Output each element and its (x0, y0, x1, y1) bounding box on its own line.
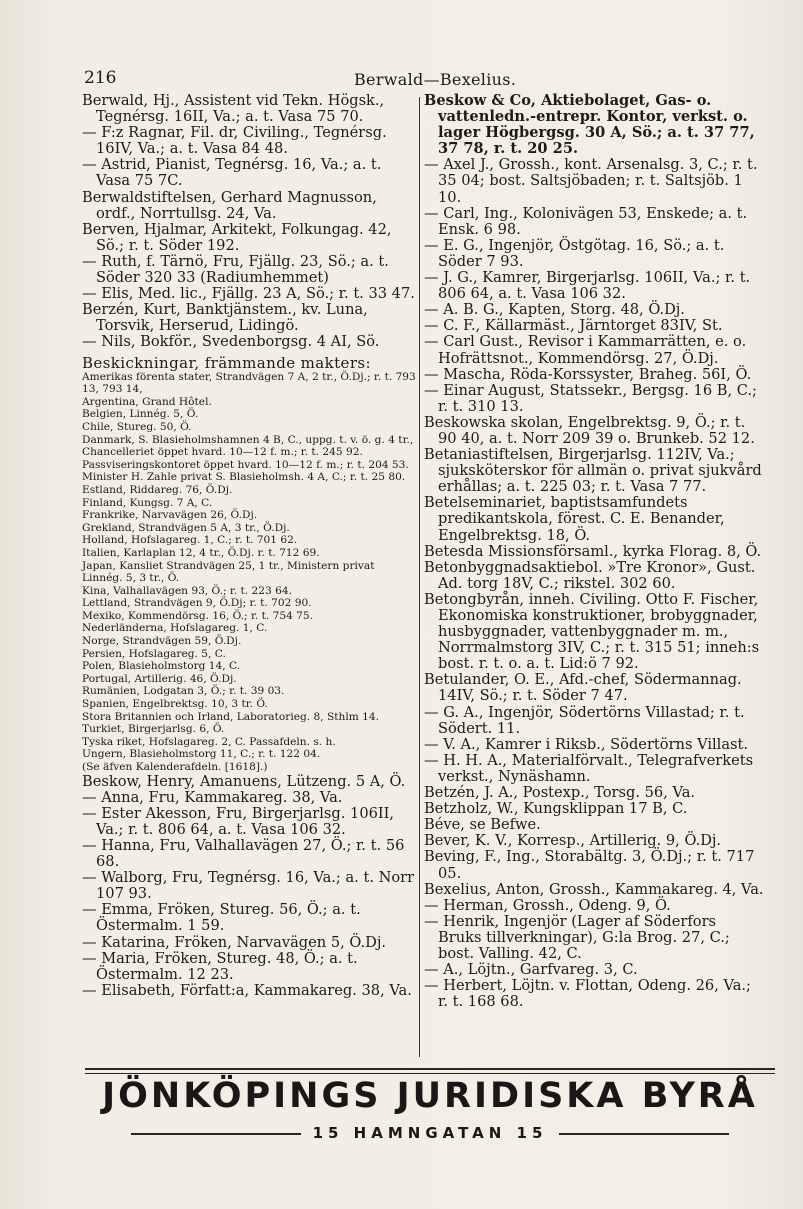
directory-entry: — H. H. A., Materialförvalt., Telegrafverkets verkst., Nynäshamn. (424, 751, 754, 785)
directory-entry: Beskow, Henry, Amanuens, Lützeng. 5 A, Ö. (82, 772, 406, 790)
directory-entry: Bexelius, Anton, Grossh., Kammakareg. 4, Va. (424, 880, 764, 898)
left-column (82, 93, 418, 999)
directory-entry: Berzén, Kurt, Banktjänstem., kv. Luna, Torsvik, Herserud, Lidingö. (82, 301, 368, 335)
directory-entry: Béve, se Befwe. (424, 816, 541, 834)
directory-entry: — Nils, Bokför., Svedenborgsg. 4 AI, Sö. (82, 333, 380, 351)
directory-entry: Ungern, Blasieholmstorg 11, C.; r. t. 122 04. (82, 748, 321, 761)
directory-entry: Turkiet, Birgerjarlsg. 6, Ö. (82, 723, 225, 736)
directory-entry: — Henrik, Ingenjör (Lager af Söderfors Bruks tillverkningar), G:la Brog. 27, C.; bost. Valling. 42, C. (424, 912, 730, 962)
directory-entry: Berven, Hjalmar, Arkitekt, Folkungag. 42, Sö.; r. t. Söder 192. (82, 220, 392, 254)
directory-entry: — Mascha, Röda-Korssyster, Braheg. 56I, Ö. (424, 365, 752, 383)
directory-entry: Betongbyrån, inneh. Civiling. Otto F. Fischer, Ekonomiska konstruktioner, brobyggnader, husbyggnader, vattenbyggnader m. m., Norrmalmstorg 3IV, C.; r. t. 315 51; inneh:s bost. r. t. o. a. t. Lid:ö 7 92. (424, 590, 760, 673)
directory-entry: Frankrike, Narvavägen 26, Ö.Dj. (82, 509, 258, 522)
directory-entry: — G. A., Ingenjör, Södertörns Villastad; r. t. Södert. 11. (424, 703, 745, 737)
directory-entry: Grekland, Strandvägen 5 A, 3 tr., Ö.Dj. (82, 521, 290, 534)
directory-entry: — Carl Gust., Revisor i Kammarrätten, e. o. Hofrättsnot., Kommendörsg. 27, Ö.Dj. (424, 333, 747, 367)
directory-entry: Japan, Kansliet Strandvägen 25, 1 tr., Ministern privat Linnég. 5, 3 tr., Ö. (82, 559, 375, 585)
directory-entry: Belgien, Linnég. 5, Ö. (82, 408, 199, 421)
directory-entry: — Hanna, Fru, Valhallavägen 27, Ö.; r. t. 56 68. (82, 836, 405, 871)
directory-entry: Nederländerna, Hofslagareg. 1, C. (82, 622, 268, 635)
directory-entry: Betzholz, W., Kungsklippan 17 B, C. (424, 800, 688, 818)
directory-entry: — Elis, Med. lic., Fjällg. 23 A, Sö.; r. t. 33 47. (82, 285, 415, 303)
directory-entry: (Se äfven Kalenderafdeln. [1618].) (82, 761, 268, 773)
directory-entry: — Elisabeth, Författ:a, Kammakareg. 38, Va. (82, 981, 412, 999)
directory-entry: — Katarina, Fröken, Narvavägen 5, Ö.Dj. (82, 933, 386, 951)
directory-entry: Tyska riket, Hofslagareg. 2, C. Passafdeln. s. h. (82, 735, 336, 748)
directory-entry: — Carl, Ing., Kolonivägen 53, Enskede; a. t. Ensk. 6 98. (424, 204, 748, 238)
directory-entry: Italien, Karlaplan 12, 4 tr., Ö.Dj. r. t. 712 69. (82, 546, 320, 559)
directory-entry: — Herman, Grossh., Odeng. 9, Ö. (424, 896, 671, 914)
directory-entry: — J. G., Kamrer, Birgerjarlsg. 106II, Va.; r. t. 806 64, a. t. Vasa 106 32. (424, 269, 751, 303)
directory-entry: — V. A., Kamrer i Riksb., Södertörns Villast. (424, 735, 749, 753)
directory-entry: — Axel J., Grossh., kont. Arsenalsg. 3, C.; r. t. 35 04; bost. Saltsjöbaden; r. t. Saltsjöb. 1 10. (424, 156, 758, 206)
directory-entry: Beving, F., Ing., Storabältg. 3, Ö.Dj.; r. t. 717 05. (424, 848, 755, 882)
directory-entry: — Anna, Fru, Kammakareg. 38, Va. (82, 788, 343, 806)
page-number: 216 (84, 68, 117, 88)
directory-entry: — A. B. G., Kapten, Storg. 48, Ö.Dj. (424, 301, 685, 319)
right-column (424, 93, 764, 1010)
directory-entry: Polen, Blasieholmstorg 14, C. (82, 660, 241, 673)
directory-entry: Beskowska skolan, Engelbrektsg. 9, Ö.; r. t. 90 40, a. t. Norr 209 39 o. Brunkeb. 52 12. (424, 413, 755, 447)
directory-entry: Spanien, Engelbrektsg. 10, 3 tr. Ö. (82, 698, 268, 711)
directory-entry: Beskow & Co, Aktiebolaget, Gas- o. vattenledn.-entrepr. Kontor, verkst. o. lager Högbergsg. 30 A, Sö.; a. t. 37 77, 37 78, r. t. 20 25. (424, 92, 755, 158)
directory-entry: — Emma, Fröken, Stureg. 56, Ö.; a. t. Östermalm. 1 59. (82, 901, 361, 935)
directory-entry: Betzén, J. A., Postexp., Torsg. 56, Va. (424, 784, 696, 802)
directory-entry: Kina, Valhallavägen 93, Ö.; r. t. 223 64. (82, 584, 292, 597)
directory-entry: Stora Britannien och Irland, Laboratorieg. 8, Sthlm 14. (82, 710, 379, 723)
directory-entry: Lettland, Strandvägen 9, Ö.Dj; r. t. 702 90. (82, 597, 312, 610)
directory-entry: Betulander, O. E., Afd.-chef, Södermannag. 14IV, Sö.; r. t. Söder 7 47. (424, 671, 742, 705)
directory-entry: — A., Löjtn., Garfvareg. 3, C. (424, 961, 638, 979)
directory-entry: Chile, Stureg. 50, Ö. (82, 420, 192, 433)
directory-entry: Betesda Missionsförsaml., kyrka Florag. 8, Ö. (424, 542, 762, 560)
running-head: Berwald—Bexelius. (354, 70, 517, 89)
directory-entry: — F:z Ragnar, Fil. dr, Civiling., Tegnérsg. 16IV, Va.; a. t. Vasa 84 48. (82, 124, 387, 158)
directory-entry: — Herbert, Löjtn. v. Flottan, Odeng. 26, Va.; r. t. 168 68. (424, 977, 751, 1011)
address-rule-left (131, 1133, 301, 1135)
footer-rule-bottom (85, 1073, 775, 1074)
directory-entry: Finland, Kungsg. 7 A, C. (82, 496, 213, 509)
directory-entry: Danmark, S. Blasieholmshamnen 4 B, C., uppg. t. v. ö. g. 4 tr., Chancelleriet öppet hvard. 10—12 f. m.; r. t. 245 92. Passviseringskontoret öppet hvard. 10—12 f. m.; r. t. 204 53. Minister H. Zahle privat S. Blasieholmsh. 4 A, C.; r. t. 25 80. (82, 433, 414, 484)
directory-entry: Norge, Strandvägen 59, Ö.Dj. (82, 635, 242, 648)
directory-entry: Betaniastiftelsen, Birgerjarlsg. 112IV, Va.; sjukskötersk​or för allmän o. privat sjukvård erhållas; a. t. 225 03; r. t. Vasa 7 77. (424, 446, 762, 496)
directory-entry: Amerikas förenta stater, Strandvägen 7 A, 2 tr., Ö.Dj.; r. t. 793 13, 793 14, (82, 370, 416, 396)
address-text: 15 HAMNGATAN 15 (312, 1124, 548, 1142)
directory-entry: Mexiko, Kommendörsg. 16, Ö.; r. t. 754 75. (82, 609, 314, 622)
directory-entry: — Ester Akesson, Fru, Birgerjarlsg. 106II, Va.; r. t. 806 64, a. t. Vasa 106 32. (82, 804, 395, 838)
directory-entry: Betonbyggnadsaktiebol. »Tre Kronor», Gust. Ad. torg 18V, C.; rikstel. 302 60. (424, 558, 756, 592)
directory-entry: Rumänien, Lodgatan 3, Ö.; r. t. 39 03. (82, 685, 285, 698)
directory-entry: Argentina, Grand Hôtel. (82, 395, 212, 408)
directory-entry: Berwald, Hj., Assistent vid Tekn. Högsk., Tegnérsg. 16II, Va.; a. t. Vasa 75 70. (82, 92, 385, 126)
page-header (84, 68, 784, 92)
directory-entry: Holland, Hofslagareg. 1, C.; r. t. 701 62. (82, 534, 298, 547)
footer-advert-title: JÖNKÖPINGS JURIDISKA BYRÅ (102, 1076, 758, 1116)
directory-entry: Berwaldstiftelsen, Gerhard Magnusson, ordf., Norrtullsg. 24, Va. (82, 188, 377, 222)
directory-entry: Beskickningar, främmande makters: (82, 353, 371, 372)
directory-entry: — Ruth, f. Tärnö, Fru, Fjällg. 23, Sö.; a. t. Söder 320 33 (Radiumhemmet) (82, 252, 389, 287)
directory-entry: — Astrid, Pianist, Tegnérsg. 16, Va.; a. t. Vasa 75 7C. (82, 156, 382, 190)
column-divider (419, 97, 420, 1057)
directory-entry: Bever, K. V., Korresp., Artillerig. 9, Ö.Dj. (424, 832, 722, 850)
directory-entry: Persien, Hofslagareg. 5, C. (82, 647, 226, 660)
directory-entry: — Maria, Fröken, Stureg. 48, Ö.; a. t. Östermalm. 12 23. (82, 949, 358, 983)
address-rule-right (559, 1133, 729, 1135)
directory-entry: — E. G., Ingenjör, Östgötag. 16, Sö.; a. t. Söder 7 93. (424, 236, 725, 270)
directory-entry: — C. F., Källarmäst., Järntorget 83IV, St. (424, 317, 723, 335)
directory-entry: Betelseminariet, baptistsamfundets predikantskola, förest. C. E. Benander, Engelbrektsg. 18, Ö. (424, 494, 725, 544)
directory-entry: — Walborg, Fru, Tegnérsg. 16, Va.; a. t. Norr 107 93. (82, 869, 415, 903)
footer-rule-top (85, 1068, 775, 1070)
directory-entry: Estland, Riddareg. 76, Ö.Dj. (82, 483, 233, 496)
directory-entry: — Einar August, Statssekr., Bergsg. 16 B, C.; r. t. 310 13. (424, 381, 757, 415)
directory-entry: Portugal, Artillerig. 46, Ö.Dj. (82, 672, 237, 685)
footer-advert-address (85, 1124, 775, 1142)
